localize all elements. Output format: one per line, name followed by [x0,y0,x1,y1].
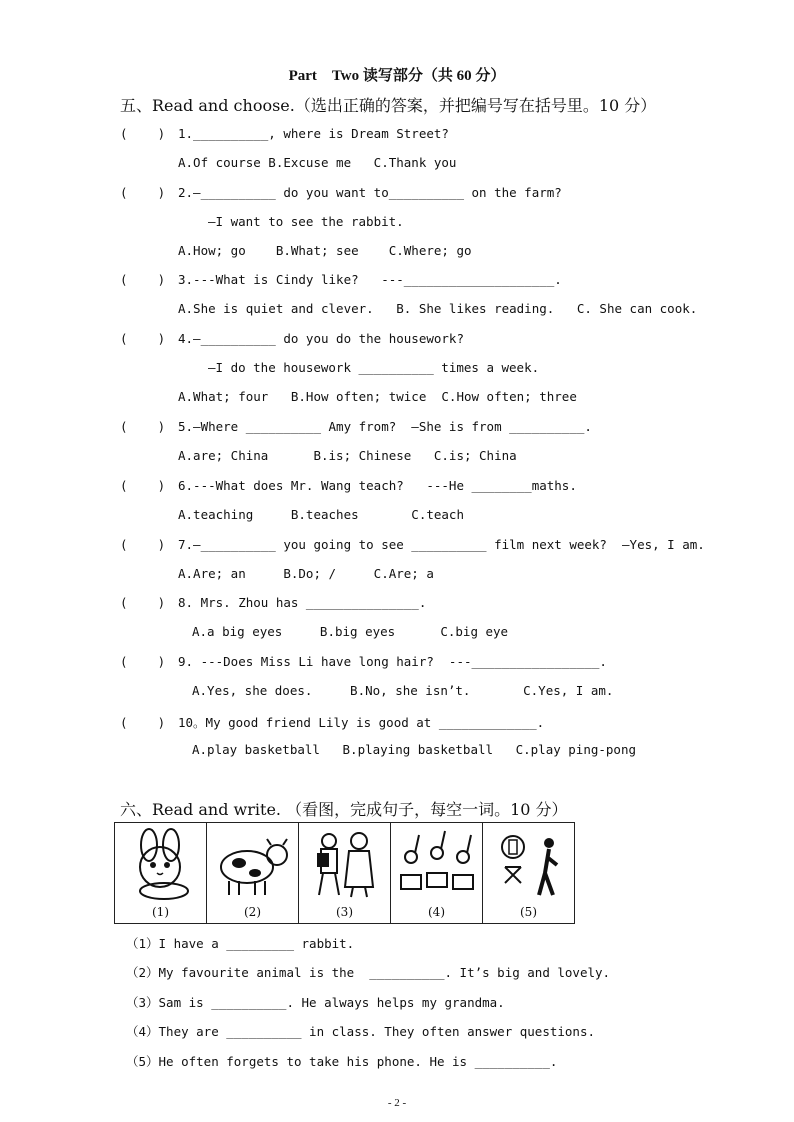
fill-sentence-1: （1）I have a _________ rabbit. [126,936,355,951]
answer-paren[interactable]: ( ) [120,478,166,493]
picture-cell-1 [115,823,207,924]
question-text: 3.---What is Cindy like? ---____________________. [178,272,562,287]
answer-paren[interactable]: ( ) [120,126,166,141]
page-title: Part Two 读写部分（共 60 分） [288,68,506,84]
answer-options: A.What; four B.How often; twice C.How often; three [178,389,577,404]
fill-sentence-5: （5）He often forgets to take his phone. He is __________. [126,1054,558,1069]
question-10 [120,713,544,731]
question-9 [120,654,607,669]
answer-paren[interactable]: ( ) [120,331,166,346]
answer-paren[interactable]: ( ) [120,419,166,434]
picture-cell-2 [207,823,299,924]
picture-label: (4) [428,905,445,919]
question-4 [120,331,464,346]
question-text: 8. Mrs. Zhou has _______________. [178,595,427,610]
rabbit-icon [119,827,202,901]
picture-cell-5 [483,823,575,924]
answer-options: A.How; go B.What; see C.Where; go [178,243,472,258]
answer-options: A.She is quiet and clever. B. She likes reading. C. She can cook. [178,301,698,316]
picture-label: (1) [152,905,169,919]
answer-paren[interactable]: ( ) [120,537,166,552]
question-reply: —I want to see the rabbit. [208,214,404,229]
question-8 [120,595,426,610]
answer-paren[interactable]: ( ) [120,272,166,287]
helping-grandma-icon [303,827,386,901]
answer-paren[interactable]: ( ) [120,595,166,610]
picture-cell-4 [391,823,483,924]
answer-options: A.a big eyes B.big eyes C.big eye [192,624,509,639]
section6-title: 六、Read and write. （看图，完成句子，每空一词。10 分） [120,800,568,819]
answer-options: A.Yes, she does. B.No, she isn’t. C.Yes, I am. [192,683,614,698]
question-5 [120,419,592,434]
question-6 [120,478,577,493]
cow-icon [211,827,294,901]
fill-sentence-3: （3）Sam is __________. He always helps my grandma. [126,995,505,1010]
picture-label: (3) [336,905,353,919]
question-text: 6.---What does Mr. Wang teach? ---He ________maths. [178,478,577,493]
forgetting-phone-icon [487,827,570,901]
question-3 [120,272,562,287]
picture-label: (5) [520,905,537,919]
page-number: - 2 - [387,1097,407,1109]
picture-table [114,822,575,924]
question-text: 5.—Where __________ Amy from? —She is from __________. [178,419,592,434]
answer-options: A.are; China B.is; Chinese C.is; China [178,448,517,463]
picture-label: (2) [244,905,261,919]
section5-title: 五、Read and choose.（选出正确的答案，并把编号写在括号里。10 分） [120,96,657,115]
answer-options: A.Are; an B.Do; / C.Are; a [178,566,434,581]
question-text: 1.__________, where is Dream Street? [178,126,449,141]
question-text: 7.—__________ you going to see __________ film next week? —Yes, I am. [178,537,705,552]
question-7 [120,537,705,552]
answer-options: A.Of course B.Excuse me C.Thank you [178,155,457,170]
question-text: 10。My good friend Lily is good at _____________. [178,715,545,730]
answer-options: A.play basketball B.playing basketball C.play ping-pong [192,742,637,757]
question-2 [120,185,562,200]
question-text: 9. ---Does Miss Li have long hair? ---_________________. [178,654,607,669]
picture-cell-3 [299,823,391,924]
answer-options: A.teaching B.teaches C.teach [178,507,464,522]
answer-paren[interactable]: ( ) [120,715,166,730]
raising-hands-icon [395,827,478,901]
question-1 [120,126,449,141]
question-reply: —I do the housework __________ times a week. [208,360,540,375]
fill-sentence-4: （4）They are __________ in class. They often answer questions. [126,1024,596,1039]
answer-paren[interactable]: ( ) [120,185,166,200]
question-text: 2.—__________ do you want to__________ on the farm? [178,185,562,200]
fill-sentence-2: （2）My favourite animal is the __________. It’s big and lovely. [126,965,611,980]
question-text: 4.—__________ do you do the housework? [178,331,464,346]
answer-paren[interactable]: ( ) [120,654,166,669]
